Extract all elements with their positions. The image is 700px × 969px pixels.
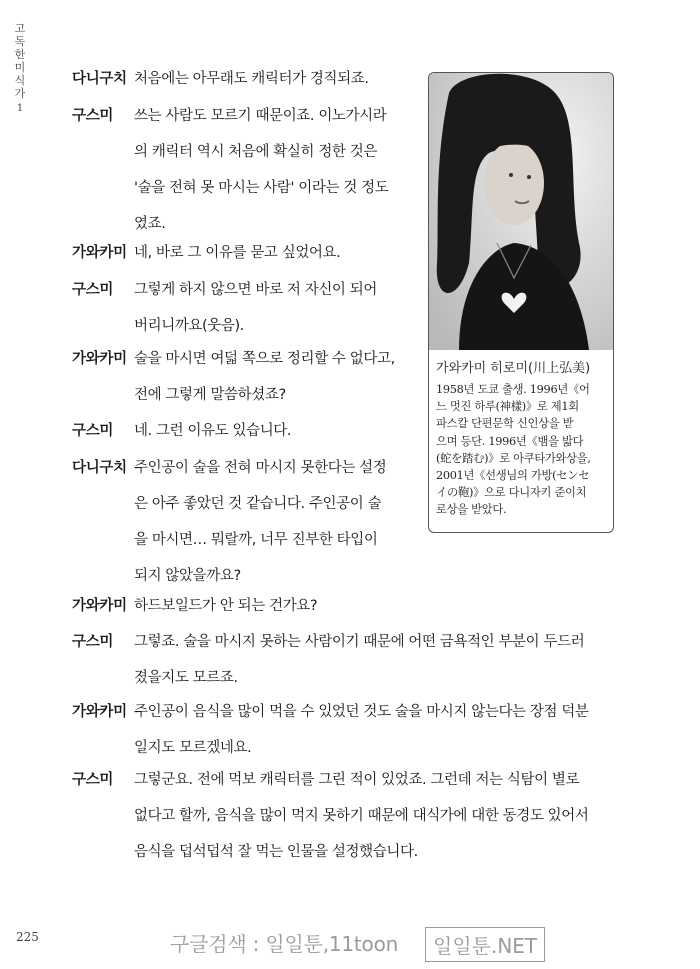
bio-line: 1958년 도쿄 출생. 1996년《어 <box>436 383 590 396</box>
volume-number: 1 <box>16 103 24 114</box>
bio-line: 파스칼 단편문학 신인상을 받 <box>436 417 574 431</box>
speaker-name: 가와카미 <box>72 598 127 614</box>
dialog-entry <box>72 413 291 449</box>
dialog-line: 그렇군요. 전에 먹보 캐릭터를 그린 적이 있었죠. 그런데 저는 식탐이 별로 <box>134 772 580 788</box>
dialog-line: 주인공이 음식을 많이 먹을 수 있었던 것도 술을 마시지 않는다는 장점 덕분 <box>134 704 589 720</box>
author-bio <box>436 381 608 519</box>
dialog-line: 없다고 할까, 음식을 많이 먹지 못하기 때문에 대식가에 대한 동경도 있어서 <box>134 808 589 824</box>
dialog-line: 의 캐릭터 역시 처음에 확실히 정한 것은 <box>134 144 377 160</box>
author-name-caption: 가와카미 히로미(川上弘美) <box>436 361 591 376</box>
bio-line: イの鞄)》으로 다니자키 준이치 <box>436 486 587 500</box>
dialog-line: 그렇게 하지 않으면 바로 저 자신이 되어 <box>134 282 377 298</box>
dialog-entry <box>72 624 584 696</box>
speaker-name: 가와카미 <box>72 704 127 720</box>
speaker-name: 구스미 <box>72 108 114 124</box>
dialog-entry <box>72 341 395 413</box>
dialog-line: 음식을 덥석덥석 잘 먹는 인물을 설정했습니다. <box>134 844 418 860</box>
dialog-line: 처음에는 아무래도 캐릭터가 경직되죠. <box>134 71 369 87</box>
bio-line: 느 멋진 하루(神樣)》로 제1회 <box>436 400 579 414</box>
book-title: 고독한미식가 <box>14 22 26 100</box>
dialog-line: 졌을지도 모르죠. <box>134 670 238 686</box>
watermark-boxed: 일일툰.NET <box>425 927 545 962</box>
dialog-entry <box>72 762 589 870</box>
dialog-line: 전에 그렇게 말씀하셨죠? <box>134 387 286 403</box>
dialog-line: 주인공이 술을 전혀 마시지 못한다는 설정 <box>134 460 387 476</box>
dialog-entry <box>72 272 377 344</box>
speaker-name: 가와카미 <box>72 351 127 367</box>
speaker-name: 구스미 <box>72 634 114 650</box>
dialog-line: 하드보일드가 안 되는 건가요? <box>134 598 318 614</box>
dialog-line: 되지 않았을까요? <box>134 568 241 584</box>
dialog-entry <box>72 98 388 242</box>
dialog-line: 그렇죠. 술을 마시지 못하는 사람이기 때문에 어떤 금욕적인 부분이 두드러 <box>134 634 585 650</box>
author-photo-box <box>428 72 614 533</box>
speaker-name: 다니구치 <box>72 460 127 476</box>
author-portrait-photo <box>429 73 613 350</box>
dialog-line: '술을 전혀 못 마시는 사람' 이라는 것 정도 <box>134 180 389 196</box>
page-number: 225 <box>16 930 39 944</box>
dialog-entry <box>72 588 317 624</box>
dialog-line: 을 마시면… 뭐랄까, 너무 진부한 타입이 <box>134 532 378 548</box>
dialog-line: 은 아주 좋았던 것 같습니다. 주인공이 술 <box>134 496 382 512</box>
dialog-entry <box>72 235 340 271</box>
dialog-line: 쓰는 사람도 모르기 때문이죠. 이노가시라 <box>134 108 387 124</box>
dialog-line: 술을 마시면 여덟 쪽으로 정리할 수 없다고, <box>134 351 395 367</box>
speaker-name: 가와카미 <box>72 245 127 261</box>
dialog-entry <box>72 450 386 594</box>
bio-line: 으며 등단. 1996년《뱀을 밟다 <box>436 434 584 448</box>
speaker-name: 다니구치 <box>72 71 127 87</box>
dialog-line: 일지도 모르겠네요. <box>134 740 252 756</box>
speaker-name: 구스미 <box>72 772 114 788</box>
dialog-line: 네, 바로 그 이유를 묻고 싶었어요. <box>134 245 341 261</box>
dialog-entry <box>72 61 369 97</box>
watermark-text: 구글검색 : 일일툰,11toon <box>170 932 399 956</box>
dialog-line: 버리니까요(웃음). <box>134 318 244 334</box>
dialog-line: 네. 그런 이유도 있습니다. <box>134 423 292 439</box>
speaker-name: 구스미 <box>72 423 114 439</box>
bio-line: (蛇を踏む)》로 아쿠타가와상을, <box>436 451 591 465</box>
dialog-entry <box>72 694 589 766</box>
speaker-name: 구스미 <box>72 282 114 298</box>
bio-line: 2001년《선생님의 가방(センセ <box>436 469 590 483</box>
bio-line: 로상을 받았다. <box>436 503 507 517</box>
dialog-line: 였죠. <box>134 216 166 232</box>
running-head <box>13 22 27 115</box>
